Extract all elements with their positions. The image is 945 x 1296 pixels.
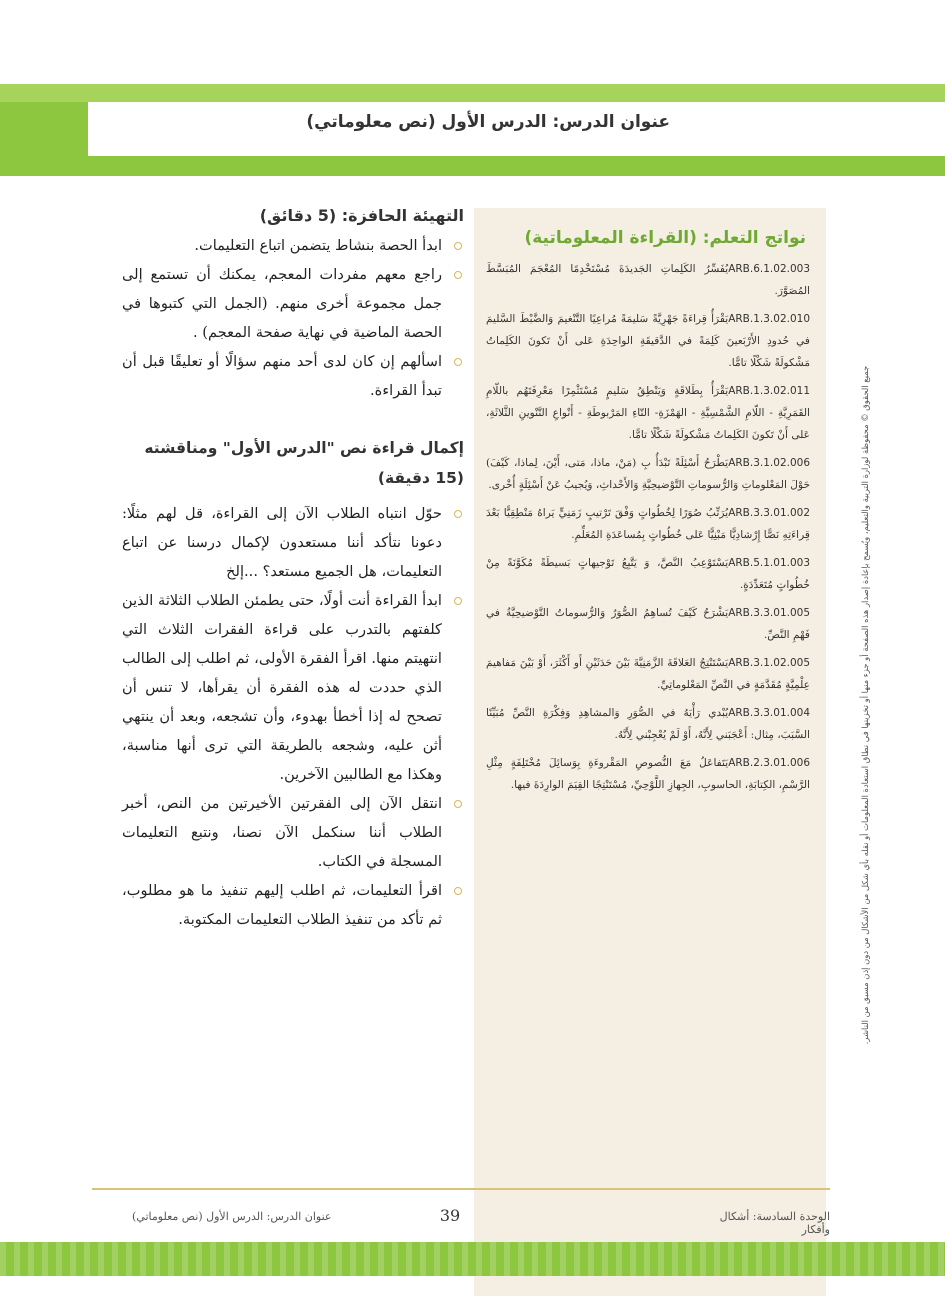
outcome-item bbox=[486, 308, 810, 374]
warmup-heading: التهيئة الحافزة: (5 دقائق) bbox=[259, 206, 464, 225]
list-item bbox=[122, 231, 464, 260]
list-item bbox=[122, 347, 464, 405]
outcome-code: ARB.6.1.02.003 bbox=[728, 263, 810, 275]
list-item-text: راجع معهم مفردات المعجم، يمكنك أن تستمع إلى جمل مجموعة أخرى منهم. (الجمل التي كتبوها في الحصة الماضية في نهاية صفحة المعجم) . bbox=[122, 266, 442, 341]
bottom-band-pattern bbox=[0, 1242, 945, 1276]
outcome-item bbox=[486, 380, 810, 446]
list-item bbox=[122, 499, 464, 586]
bullet-icon bbox=[454, 800, 462, 808]
footer-lesson: عنوان الدرس: الدرس الأول (نص معلوماتي) bbox=[132, 1210, 332, 1223]
warmup-list bbox=[122, 231, 464, 405]
outcome-item bbox=[486, 652, 810, 696]
outcome-code: ARB.5.1.01.003 bbox=[728, 557, 810, 569]
outcome-text: يَقْرَأُ بِطَلاقَةٍ وَيَنْطِقُ سَليمٍ مُسْتَثْمِرًا مَعْرِفَتَهُم باللّامِ القَمَرِيَّةِ - اللّامِ الشَّمْسِيَّةِ - الهَمْزَةِ- التّاءِ المَرْبوطَةِ - أَنْواعِ التَّنْوينِ الثَّلاثَةِ، عَلى أَنْ تَكونَ الكَلِماتُ مَشْكولَةً شَكْلًا تامًّا. bbox=[486, 385, 810, 441]
outcome-item bbox=[486, 752, 810, 796]
list-item-text: اقرأ التعليمات، ثم اطلب إليهم تنفيذ ما هو مطلوب، ثم تأكد من تنفيذ الطلاب التعليمات المكتوبة. bbox=[122, 882, 442, 928]
bullet-icon bbox=[454, 358, 462, 366]
bullet-icon bbox=[454, 242, 462, 250]
outcome-item bbox=[486, 502, 810, 546]
lesson-title: عنوان الدرس: الدرس الأول (نص معلوماتي) bbox=[306, 112, 670, 132]
header-strip bbox=[0, 84, 945, 102]
list-item bbox=[122, 260, 464, 347]
outcome-item bbox=[486, 552, 810, 596]
list-item bbox=[122, 586, 464, 789]
outcome-code: ARB.1.3.02.010 bbox=[728, 313, 810, 325]
outcome-code: ARB.3.3.01.004 bbox=[728, 707, 810, 719]
outcome-code: ARB.2.3.01.006 bbox=[728, 757, 810, 769]
outcome-text: يُفَسِّرُ الكَلِماتِ الجَديدَةَ مُسْتَخْدِمًا المُعْجَمَ المُبَسَّطَ المُصَوَّرَ. bbox=[486, 263, 810, 297]
bullet-icon bbox=[454, 597, 462, 605]
outcome-item bbox=[486, 702, 810, 746]
list-item-text: حوّل انتباه الطلاب الآن إلى القراءة، قل لهم مثلًا: دعونا نتأكد أننا مستعدون لإكمال درسنا عن اتباع التعليمات، هل الجميع مستعد؟ ...إلخ bbox=[122, 505, 442, 580]
outcome-text: يَطْرَحُ أَسْئِلَةً تَبْدَأُ بِ (مَنْ، ماذا، مَتى، أَيْنَ، لِماذا، كَيْفَ) حَوْلَ المَعْلوماتِ وَالرُّسوماتِ التَّوْضيحِيَّةِ وَالأَحْداثِ، وَيُجيبُ عَنْ أَسْئِلَةٍ أُخْرى. bbox=[486, 457, 810, 491]
outcomes-title: نواتج التعلم: (القراءة المعلوماتية) bbox=[524, 228, 806, 248]
outcome-code: ARB.3.1.02.005 bbox=[728, 657, 810, 669]
outcome-text: يَسْتَنْتِجُ العَلاقَةَ الزَّمَنِيَّةَ بَيْنَ حَدَثَيْنِ أَو أَكْثَرَ، أَوْ بَيْنَ مَفاهيمَ عِلْمِيَّةٍ مُقَدَّمَةٍ في النَّصِّ المَعْلوماتِيِّ. bbox=[486, 657, 810, 691]
outcome-text: يَسْتَوْعِبُ النَّصَّ، وَ يَتَّبِعُ تَوْجيهاتٍ بَسيطَةً مُكَوَّنَةً مِنْ خُطُواتٍ مُتَعَدِّدَةٍ. bbox=[486, 557, 810, 591]
reading-list bbox=[122, 499, 464, 934]
outcome-item bbox=[486, 258, 810, 302]
reading-heading: إكمال قراءة نص "الدرس الأول" ومناقشته (15 دقيقة) bbox=[144, 439, 464, 487]
outcomes-panel bbox=[474, 208, 826, 856]
bullet-icon bbox=[454, 271, 462, 279]
outcome-text: يُرَتِّبُ صُوَرًا لِخُطُواتٍ وَفْقَ تَرْتيبٍ زَمَنِيٍّ يَراهُ مَنْطِقِيًّا بَعْدَ قِراءَتِهِ نَصًّا إِرْشادِيًّا مَبْنِيًّا عَلى خُطُواتٍ بِمُساعَدَةِ المُعَلِّمِ. bbox=[486, 507, 810, 541]
outcome-item bbox=[486, 602, 810, 646]
copyright-side-note: جميع الحقوق © محفوظة لوزارة التربية والتعليم، ويُسمح بإعادة إصدار هذه الصفحة أو جزء منها أو تخزينها في نطاق استعادة المعلومات أو نقله بأي شكل من الأشكال من دون إذن مسبق من الناشر. bbox=[860, 365, 870, 1045]
section-title: الحصّة السّابعة bbox=[749, 113, 897, 137]
list-item-text: اسألهم إن كان لدى أحد منهم سؤالًا أو تعليقًا قبل أن تبدأ القراءة. bbox=[122, 353, 442, 399]
list-item bbox=[122, 876, 464, 934]
list-item-text: ابدأ القراءة أنت أولًا، حتى يطمئن الطلاب الثلاثة الذين كلفتهم بالتدرب على قراءة الفقرات الثلاث التي انتهيتم منها. اقرأ الفقرة الأولى، ثم اطلب إلى الطالب الذي حددت له هذه الفقرة أن يقرأها، لا تنس أن تصحح له إذا أخطأ بهدوء، وأن تشجعه، وبعد أن ينتهي أثن عليه، وشجعه بالطريقة التي ترى أنها مناسبة، وهكذا مع الطالبين الآخرين. bbox=[122, 592, 442, 783]
footer-unit: الوحدة السادسة: أشكال وأفكار bbox=[719, 1210, 830, 1236]
outcome-code: ARB.3.3.01.005 bbox=[728, 607, 810, 619]
outcome-text: يَقْرَأُ قِراءَةً جَهْرِيَّةً سَليمَةً مُراعِيًا التَّنْغيمَ وَالضَّبْطَ السَّليمَ في حُدودِ الأَرْبَعينَ كَلِمَةً في الدَّقيقَةِ الواحِدَةِ عَلى أَنْ تَكونَ الكَلِماتُ مَشْكولَةً شَكْلًا تامًّا. bbox=[486, 313, 810, 369]
list-item-text: ابدأ الحصة بنشاط يتضمن اتباع التعليمات. bbox=[194, 237, 442, 254]
outcome-code: ARB.3.1.02.006 bbox=[728, 457, 810, 469]
page-number: 39 bbox=[439, 1206, 461, 1225]
outcome-code: ARB.3.3.01.002 bbox=[728, 507, 810, 519]
list-item bbox=[122, 789, 464, 876]
footer-divider bbox=[92, 1188, 830, 1190]
bullet-icon bbox=[454, 887, 462, 895]
list-item-text: انتقل الآن إلى الفقرتين الأخيرتين من النص، أخبر الطلاب أننا سنكمل الآن نصنا، ونتبع التعليمات المسجلة في الكتاب. bbox=[122, 795, 442, 870]
lesson-procedure bbox=[122, 206, 464, 934]
outcome-code: ARB.1.3.02.011 bbox=[728, 385, 810, 397]
outcome-text: يَتَفاعَلُ مَعَ النُّصوصِ المَقْروءَةِ بِوَسائِلَ مُخْتَلِفَةٍ مِثْلِ الرَّسْمِ، الكِتابَةِ، الحاسوبِ، الجِهازِ اللَّوْحِيِّ، مُسْتَنْتِجًا القِيَمَ الوارِدَةَ فيها. bbox=[486, 757, 810, 791]
outcome-item bbox=[486, 452, 810, 496]
outcome-text: يُبْدي رَأْيَهُ في الصُّوَرِ وَالمشاهِدِ وَفِكْرَةِ النَّصِّ مُبَيِّنًا السَّبَبَ، مِثال: أَعْجَبَني لِأَنَّهُ، أَوْ لَمْ يُعْجِبْني لِأَنَّهُ. bbox=[486, 707, 810, 741]
bullet-icon bbox=[454, 510, 462, 518]
outcome-text: يَشْرَحُ كَيْفَ تُساهِمُ الصُّوَرُ وَالرُّسوماتُ التَّوْضيحِيَّةُ في فَهْمِ النَّصِّ. bbox=[486, 607, 810, 641]
